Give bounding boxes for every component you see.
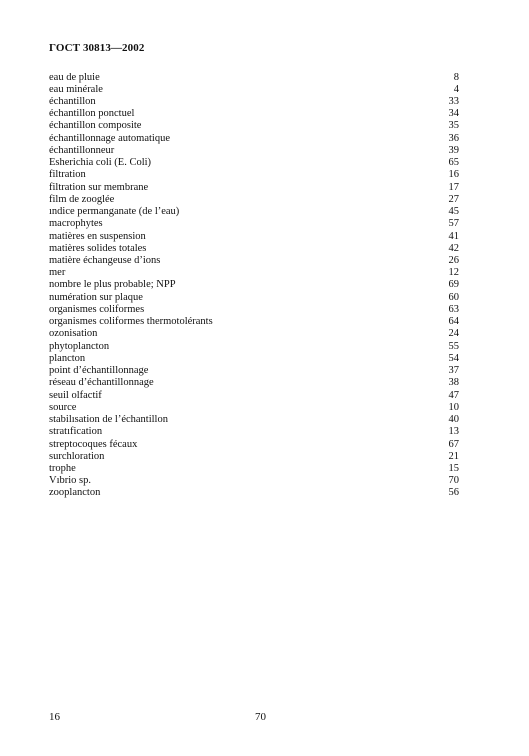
index-term-number: 36 xyxy=(448,132,459,144)
index-term-number: 16 xyxy=(448,169,459,181)
index-term: nombre le plus probable; NPP xyxy=(49,279,176,291)
index-term: matières en suspension xyxy=(49,230,146,242)
index-term-number: 70 xyxy=(448,475,459,487)
index-term-number: 64 xyxy=(448,316,459,328)
index-term-number: 39 xyxy=(448,144,459,156)
index-entry xyxy=(49,194,459,206)
index-term: macrophytes xyxy=(49,218,103,230)
index-entry xyxy=(49,145,459,157)
index-entry xyxy=(49,255,459,267)
page-number: 70 xyxy=(255,711,266,723)
index-term: phytoplancton xyxy=(49,340,110,352)
index-term-number: 26 xyxy=(448,255,459,267)
index-term: Esherichia coli (E. Coli) xyxy=(49,157,152,169)
index-term: filtration sur membrane xyxy=(49,181,149,193)
index-term: matière échangeuse d’ions xyxy=(49,255,161,267)
index-term-number: 67 xyxy=(448,438,459,450)
index-term-number: 4 xyxy=(453,83,459,95)
index-term-number: 57 xyxy=(448,218,459,230)
index-term-number: 8 xyxy=(453,71,459,83)
index-term: stratıfication xyxy=(49,426,103,438)
index-term: échantillon composite xyxy=(49,120,142,132)
index-term-number: 41 xyxy=(448,230,459,242)
index-term: échantillonnage automatique xyxy=(49,132,170,144)
index-term-number: 34 xyxy=(448,108,459,120)
index-term: streptocoques fécaux xyxy=(49,438,138,450)
index-term: organismes coliformes xyxy=(49,303,145,315)
index-entry xyxy=(49,463,459,475)
index-term: échantillon ponctuel xyxy=(49,108,135,120)
index-term-number: 45 xyxy=(448,206,459,218)
index-term-number: 15 xyxy=(448,463,459,474)
index-entry xyxy=(49,72,459,84)
index-term: seuil olfactif xyxy=(49,389,102,401)
index-term-number: 33 xyxy=(448,95,459,107)
index-term-number: 63 xyxy=(448,303,459,315)
index-entry xyxy=(49,218,459,230)
index-entry xyxy=(49,414,459,426)
index-term: ındice permanganate (de l’eau) xyxy=(49,206,180,218)
index-entry xyxy=(49,231,459,243)
index-term-number: 35 xyxy=(448,120,459,132)
index-entry xyxy=(49,451,459,463)
index-term: stabilısation de l’échantillon xyxy=(49,414,168,426)
index-term: surchloration xyxy=(49,450,105,462)
index-entry xyxy=(49,475,459,487)
index-entry xyxy=(49,133,459,145)
index-entry xyxy=(49,304,459,316)
index-term: échantillonneur xyxy=(49,144,115,156)
index-term-number: 27 xyxy=(448,193,459,205)
index-term-number: 17 xyxy=(448,181,459,193)
index-term: matières solides totales xyxy=(49,242,147,254)
index-entry xyxy=(49,120,459,132)
index-term: trophe xyxy=(49,463,76,474)
index-entry xyxy=(49,96,459,108)
index-entry xyxy=(49,243,459,255)
index-term-number: 24 xyxy=(448,328,459,340)
index-entry xyxy=(49,206,459,218)
index-entry xyxy=(49,487,459,499)
index-entry xyxy=(49,341,459,353)
index-term: point d’échantillonnage xyxy=(49,365,149,377)
index-term: filtration xyxy=(49,169,86,181)
index-entry xyxy=(49,377,459,389)
index-term: numération sur plaque xyxy=(49,291,143,303)
index-term: réseau d’échantillonnage xyxy=(49,377,154,389)
index-entry xyxy=(49,279,459,291)
index-term: zooplancton xyxy=(49,487,101,499)
index-term: plancton xyxy=(49,352,86,364)
index-term-number: 38 xyxy=(448,377,459,389)
index-term-number: 47 xyxy=(448,389,459,401)
index-term: mer xyxy=(49,267,66,279)
index-entry xyxy=(49,182,459,194)
index-entry xyxy=(49,108,459,120)
index-entry xyxy=(49,84,459,96)
index-term-number: 69 xyxy=(448,279,459,291)
index-entry xyxy=(49,390,459,402)
index-term: film de zooglée xyxy=(49,193,115,205)
index-entry xyxy=(49,365,459,377)
index-term-number: 37 xyxy=(448,365,459,377)
index-entry xyxy=(49,426,459,438)
index-term: eau de pluie xyxy=(49,71,100,83)
footer-code: 16 xyxy=(49,711,60,723)
index-term-number: 21 xyxy=(448,450,459,462)
index-term: Vıbrio sp. xyxy=(49,475,91,487)
index-term: eau minérale xyxy=(49,83,103,95)
index-entry xyxy=(49,402,459,414)
index-term: organismes coliformes thermotolérants xyxy=(49,316,213,328)
alphabetical-index xyxy=(49,72,459,500)
document-header-title: ГОСТ 30813—2002 xyxy=(49,42,145,54)
index-term: source xyxy=(49,401,77,413)
index-term: ozonisation xyxy=(49,328,98,340)
index-entry xyxy=(49,292,459,304)
index-term-number: 65 xyxy=(448,157,459,169)
index-entry xyxy=(49,169,459,181)
index-entry xyxy=(49,157,459,169)
index-term-number: 60 xyxy=(448,291,459,303)
index-entry xyxy=(49,267,459,279)
index-term-number: 54 xyxy=(448,352,459,364)
index-entry xyxy=(49,328,459,340)
index-term-number: 42 xyxy=(448,242,459,254)
index-term-number: 10 xyxy=(448,401,459,413)
index-term: échantillon xyxy=(49,95,96,107)
index-entry xyxy=(49,353,459,365)
index-entry xyxy=(49,439,459,451)
index-term-number: 13 xyxy=(448,426,459,438)
index-term-number: 40 xyxy=(448,414,459,426)
index-entry xyxy=(49,316,459,328)
index-term-number: 55 xyxy=(448,340,459,352)
index-term-number: 56 xyxy=(448,487,459,499)
index-term-number: 12 xyxy=(448,267,459,279)
